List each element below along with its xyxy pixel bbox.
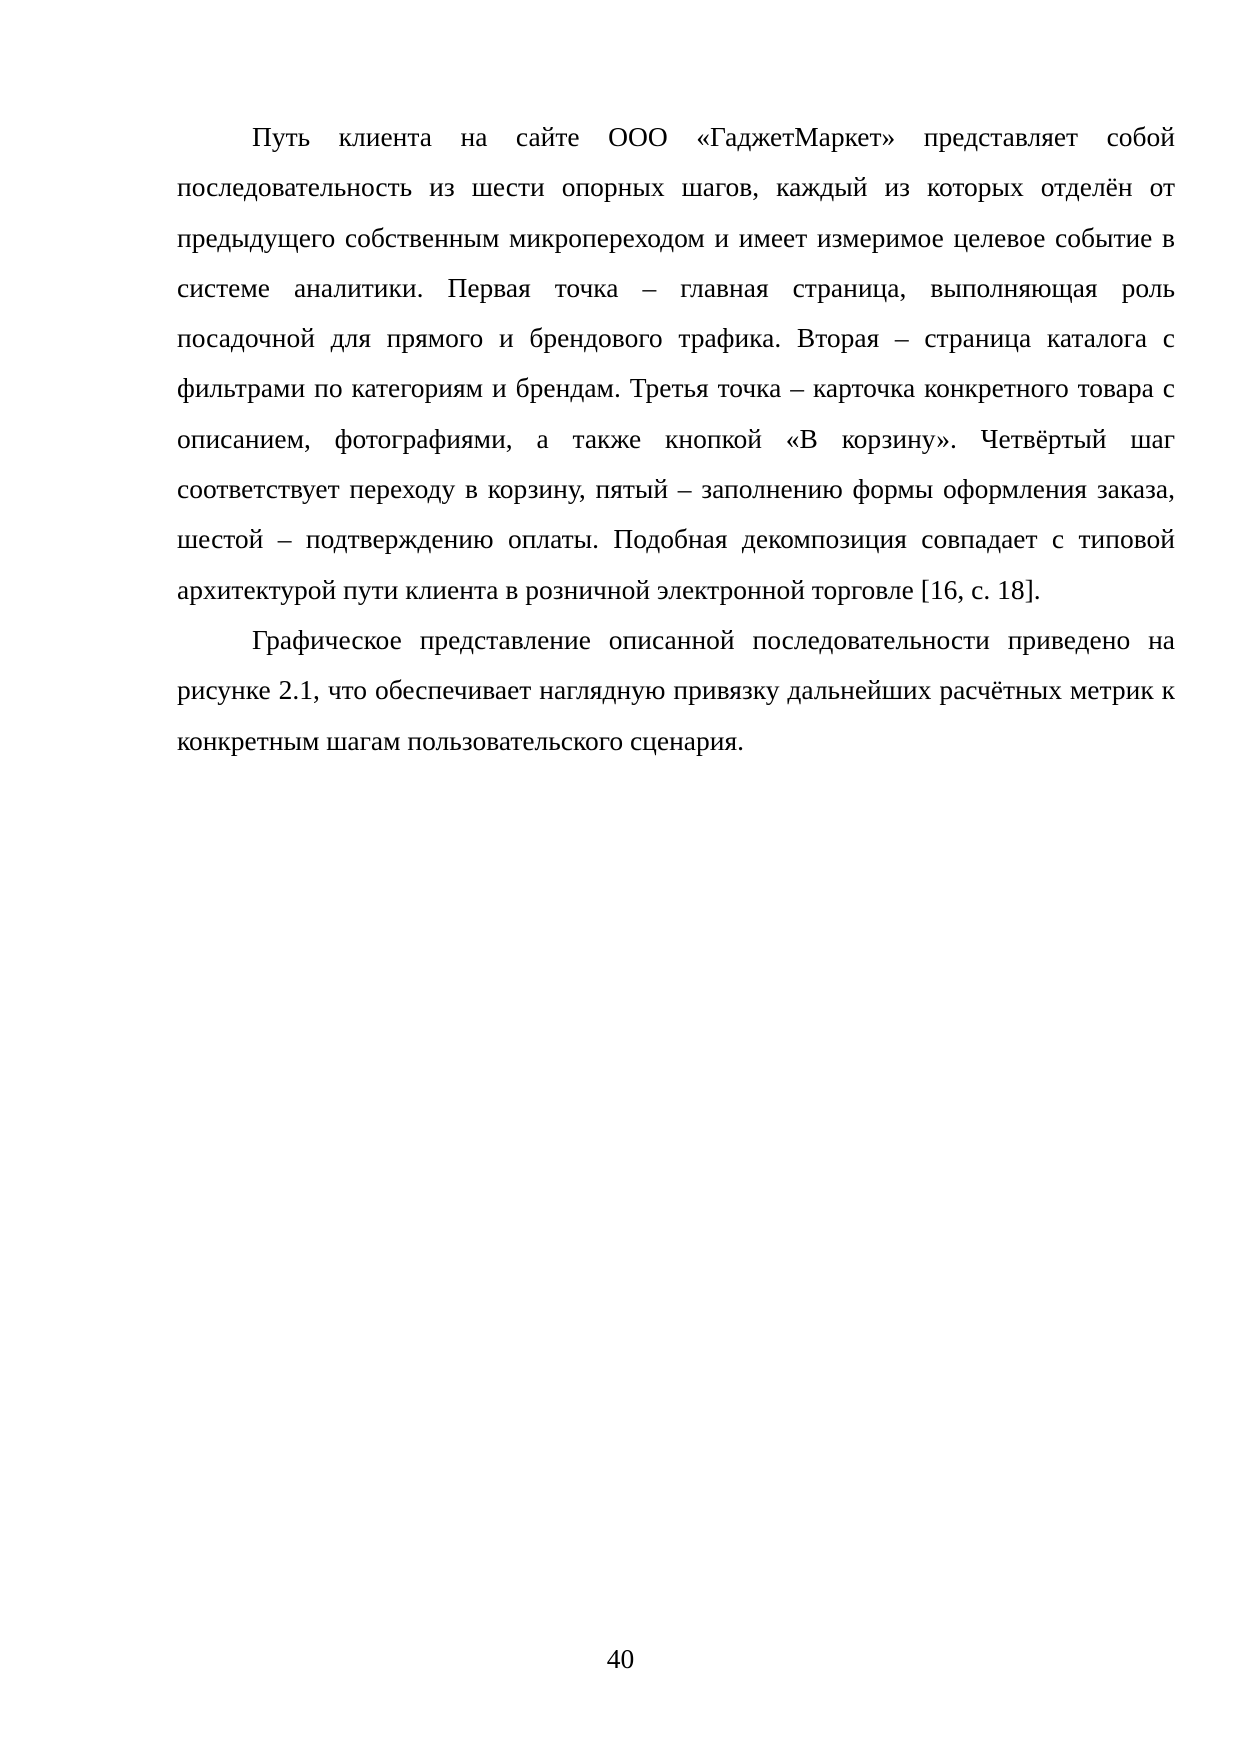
page-number: 40	[606, 1643, 635, 1674]
paragraph-customer-path: Путь клиента на сайте ООО «ГаджетМаркет» представляет собой последовательность из шести опорных шагов, каждый из которых отделён от предыдущего собственным микропереходом и имеет измеримое целевое событие в системе аналитики. Первая точка – главная страница, выполняющая роль посадочной для прямого и брендового трафика. Вторая – страница каталога с фильтрами по категориям и брендам. Третья точка – карточка конкретного товара с описанием, фотографиями, а также кнопкой «В корзину». Четвёртый шаг соответствует переходу в корзину, пятый – заполнению формы оформления заказа, шестой – подтверждению оплаты. Подобная декомпозиция совпадает с типовой архитектурой пути клиента в розничной электронной торговле [16, с. 18].	[177, 121, 1175, 605]
paragraph-figure-reference: Графическое представление описанной последовательности приведено на рисунке 2.1, что обеспечивает наглядную привязку дальнейших расчётных метрик к конкретным шагам пользовательского сценария.	[177, 623, 1175, 756]
text-body	[177, 112, 1175, 766]
